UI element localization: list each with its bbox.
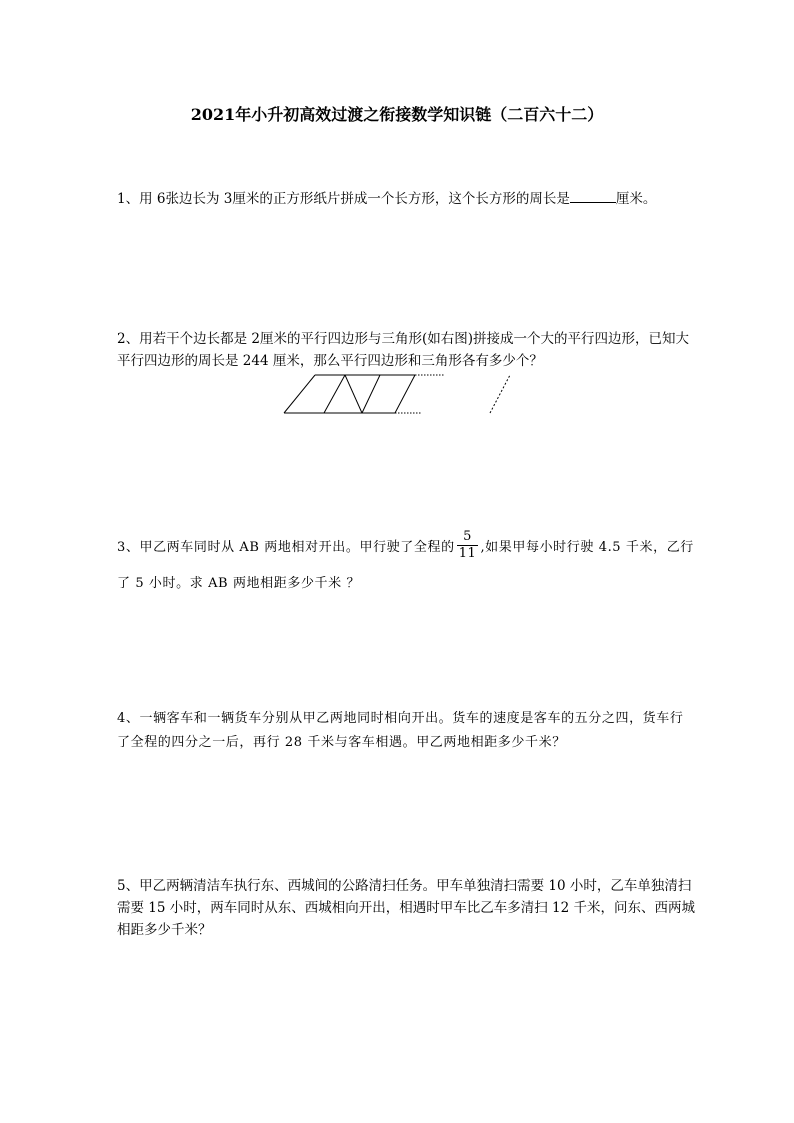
fraction-numerator: 5 [463,529,472,544]
question-1 [117,188,697,210]
question-4-text: 4、一辆客车和一辆货车分别从甲乙两地同时相向开出。货车的速度是客车的五分之四，货车行了全程的四分之一后，再行 28 千米与客车相遇。甲乙两地相距多少千米？ [117,711,684,750]
question-3 [117,530,697,602]
question-2-text: 2、用若干个边长都是 2厘米的平行四边形与三角形(如右图)拼接成一个大的平行四边形，已知大平行四边形的周长是 244 厘米，那么平行四边形和三角形各有多少个？ [117,331,690,369]
fraction-denominator: 11 [458,546,477,561]
question-3-suffix: ,如果甲每小时行驶 4.5 千米，乙行了 5 小时。求 AB 两地相距多少千米 ？ [117,540,694,591]
question-1-suffix: 厘米。 [615,191,657,207]
question-5-text: 5、甲乙两辆清洁车执行东、西城间的公路清扫任务。甲车单独清扫需要 10 小时，乙车单独清扫需要 15 小时，两车同时从东、西城相向开出，相遇时甲车比乙车多清扫 12 千米，问东、西两城相距多少千米？ [117,878,696,938]
question-4 [117,707,697,755]
question-2 [117,328,697,372]
question-3-text: 3、甲乙两车同时从 AB 两地相对开出。甲行驶了全程的 [117,540,455,555]
answer-blank[interactable] [570,188,616,203]
fraction [457,529,479,562]
question-5 [117,875,697,941]
parallelogram-triangle-figure [270,370,530,418]
page-title: 2021年小升初高效过渡之衔接数学知识链（二百六十二） [190,105,604,124]
question-1-text: 1、用 6张边长为 3厘米的正方形纸片拼成一个长方形，这个长方形的周长是 [117,191,570,207]
